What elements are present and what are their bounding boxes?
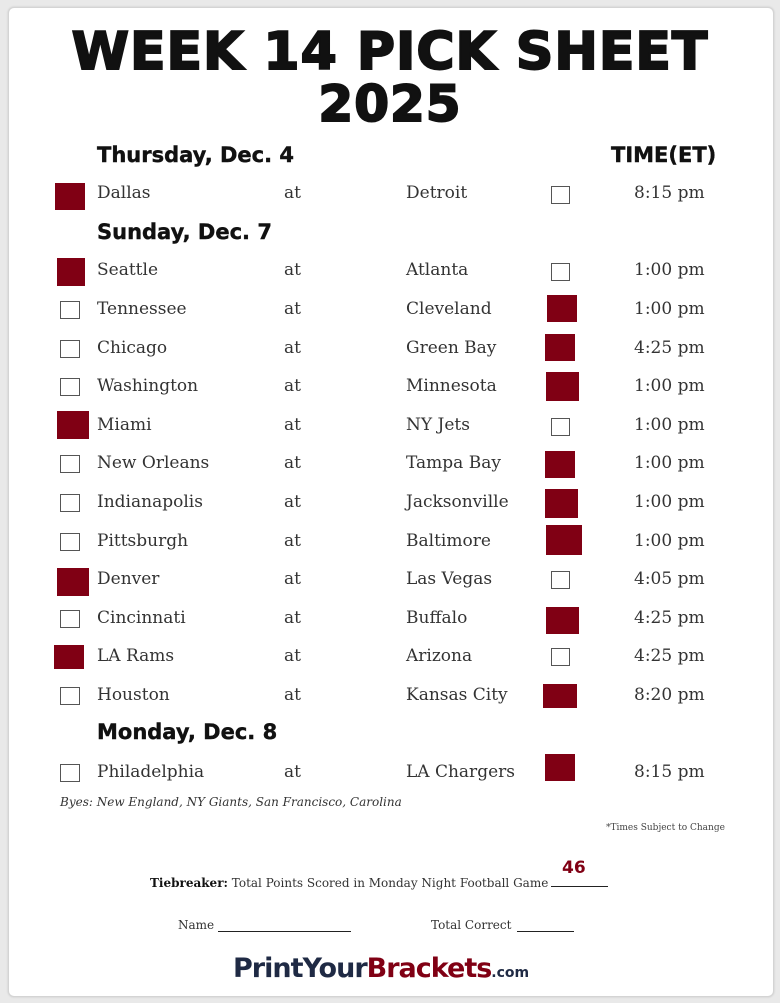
game-row <box>0 413 780 439</box>
page-title: WEEK 14 PICK SHEET <box>71 22 709 82</box>
at-label: at <box>284 762 301 782</box>
at-label: at <box>284 183 301 203</box>
byes-note: Byes: New England, NY Giants, San Francisco, Carolina <box>60 795 402 809</box>
logo-part-1: PrintYour <box>233 953 367 984</box>
away-pick-checkbox[interactable] <box>57 411 89 439</box>
home-pick-checkbox[interactable] <box>545 754 575 781</box>
home-team: Green Bay <box>406 338 497 358</box>
game-time: 1:00 pm <box>634 260 705 280</box>
away-team: Philadelphia <box>97 762 205 782</box>
game-time: 1:00 pm <box>634 492 705 512</box>
home-pick-checkbox[interactable] <box>546 372 579 401</box>
home-team: Minnesota <box>406 376 497 396</box>
name-field[interactable] <box>218 931 351 932</box>
at-label: at <box>284 569 301 589</box>
game-time: 1:00 pm <box>634 453 705 473</box>
at-label: at <box>284 260 301 280</box>
game-row <box>0 529 780 555</box>
day-header-monday: Monday, Dec. 8 <box>97 720 278 744</box>
logo-part-3: .com <box>491 965 530 981</box>
game-time: 4:25 pm <box>634 338 705 358</box>
game-row <box>0 760 780 786</box>
game-time: 1:00 pm <box>634 415 705 435</box>
tiebreaker-text <box>150 876 548 890</box>
home-pick-checkbox[interactable] <box>551 571 570 589</box>
away-pick-checkbox[interactable] <box>57 568 89 596</box>
tiebreaker-line <box>551 886 608 887</box>
away-team: Dallas <box>97 183 151 203</box>
at-label: at <box>284 338 301 358</box>
game-time: 8:15 pm <box>634 183 705 203</box>
away-pick-checkbox[interactable] <box>60 610 80 628</box>
home-team: Baltimore <box>406 531 491 551</box>
home-pick-checkbox[interactable] <box>551 186 570 204</box>
away-pick-checkbox[interactable] <box>55 183 85 210</box>
home-pick-checkbox[interactable] <box>551 418 570 436</box>
home-pick-checkbox[interactable] <box>545 334 575 361</box>
tiebreaker-label: Tiebreaker: <box>150 876 228 890</box>
at-label: at <box>284 531 301 551</box>
at-label: at <box>284 453 301 473</box>
game-row <box>0 374 780 400</box>
away-team: Pittsburgh <box>97 531 189 551</box>
game-time: 4:05 pm <box>634 569 705 589</box>
game-row <box>0 258 780 284</box>
away-pick-checkbox[interactable] <box>60 340 80 358</box>
at-label: at <box>284 415 301 435</box>
home-pick-checkbox[interactable] <box>543 684 577 708</box>
home-team: Arizona <box>406 646 473 666</box>
away-team: LA Rams <box>97 646 175 666</box>
site-logo <box>233 953 529 984</box>
home-pick-checkbox[interactable] <box>551 263 570 281</box>
game-time: 4:25 pm <box>634 608 705 628</box>
away-pick-checkbox[interactable] <box>60 687 80 705</box>
home-pick-checkbox[interactable] <box>546 525 582 555</box>
away-team: Tennessee <box>97 299 187 319</box>
times-note: *Times Subject to Change <box>606 823 725 833</box>
away-pick-checkbox[interactable] <box>60 301 80 319</box>
game-row <box>0 683 780 709</box>
game-time: 1:00 pm <box>634 531 705 551</box>
home-team: Las Vegas <box>406 569 493 589</box>
page-title-year: 2025 <box>318 75 462 133</box>
home-pick-checkbox[interactable] <box>547 295 577 322</box>
name-label: Name <box>178 918 215 932</box>
home-team: LA Chargers <box>406 762 515 782</box>
away-team: Chicago <box>97 338 168 358</box>
game-row <box>0 181 780 207</box>
total-correct-label: Total Correct <box>431 918 512 932</box>
home-team: Atlanta <box>406 260 469 280</box>
away-pick-checkbox[interactable] <box>54 645 84 669</box>
away-team: Seattle <box>97 260 159 280</box>
game-row <box>0 644 780 670</box>
time-column-header: TIME(ET) <box>611 143 717 167</box>
home-team: Detroit <box>406 183 468 203</box>
game-time: 1:00 pm <box>634 376 705 396</box>
at-label: at <box>284 376 301 396</box>
at-label: at <box>284 492 301 512</box>
day-header-thursday: Thursday, Dec. 4 <box>97 143 295 167</box>
home-team: Tampa Bay <box>406 453 501 473</box>
away-team: Indianapolis <box>97 492 203 512</box>
game-time: 1:00 pm <box>634 299 705 319</box>
at-label: at <box>284 685 301 705</box>
home-pick-checkbox[interactable] <box>546 607 579 634</box>
home-pick-checkbox[interactable] <box>545 489 578 518</box>
away-team: Washington <box>97 376 199 396</box>
tiebreaker-value[interactable]: 46 <box>562 858 586 878</box>
away-pick-checkbox[interactable] <box>57 258 85 286</box>
game-row <box>0 451 780 477</box>
game-row <box>0 606 780 632</box>
home-team: NY Jets <box>406 415 470 435</box>
home-team: Jacksonville <box>406 492 509 512</box>
game-row <box>0 297 780 323</box>
away-team: Cincinnati <box>97 608 186 628</box>
day-header-sunday: Sunday, Dec. 7 <box>97 220 272 244</box>
at-label: at <box>284 608 301 628</box>
game-time: 8:15 pm <box>634 762 705 782</box>
game-row <box>0 490 780 516</box>
away-team: Denver <box>97 569 160 589</box>
at-label: at <box>284 299 301 319</box>
away-team: Houston <box>97 685 170 705</box>
game-row <box>0 336 780 362</box>
logo-part-2: Brackets <box>366 953 492 984</box>
at-label: at <box>284 646 301 666</box>
game-time: 8:20 pm <box>634 685 705 705</box>
game-time: 4:25 pm <box>634 646 705 666</box>
home-pick-checkbox[interactable] <box>545 451 575 478</box>
away-team: New Orleans <box>97 453 210 473</box>
away-pick-checkbox[interactable] <box>60 533 80 551</box>
away-pick-checkbox[interactable] <box>60 455 80 473</box>
game-row <box>0 567 780 593</box>
away-pick-checkbox[interactable] <box>60 764 80 782</box>
home-pick-checkbox[interactable] <box>551 648 570 666</box>
away-pick-checkbox[interactable] <box>60 378 80 396</box>
total-correct-field[interactable] <box>517 931 574 932</box>
home-team: Kansas City <box>406 685 508 705</box>
home-team: Cleveland <box>406 299 492 319</box>
away-pick-checkbox[interactable] <box>60 494 80 512</box>
home-team: Buffalo <box>406 608 468 628</box>
tiebreaker-description: Total Points Scored in Monday Night Football Game <box>231 876 549 890</box>
away-team: Miami <box>97 415 152 435</box>
